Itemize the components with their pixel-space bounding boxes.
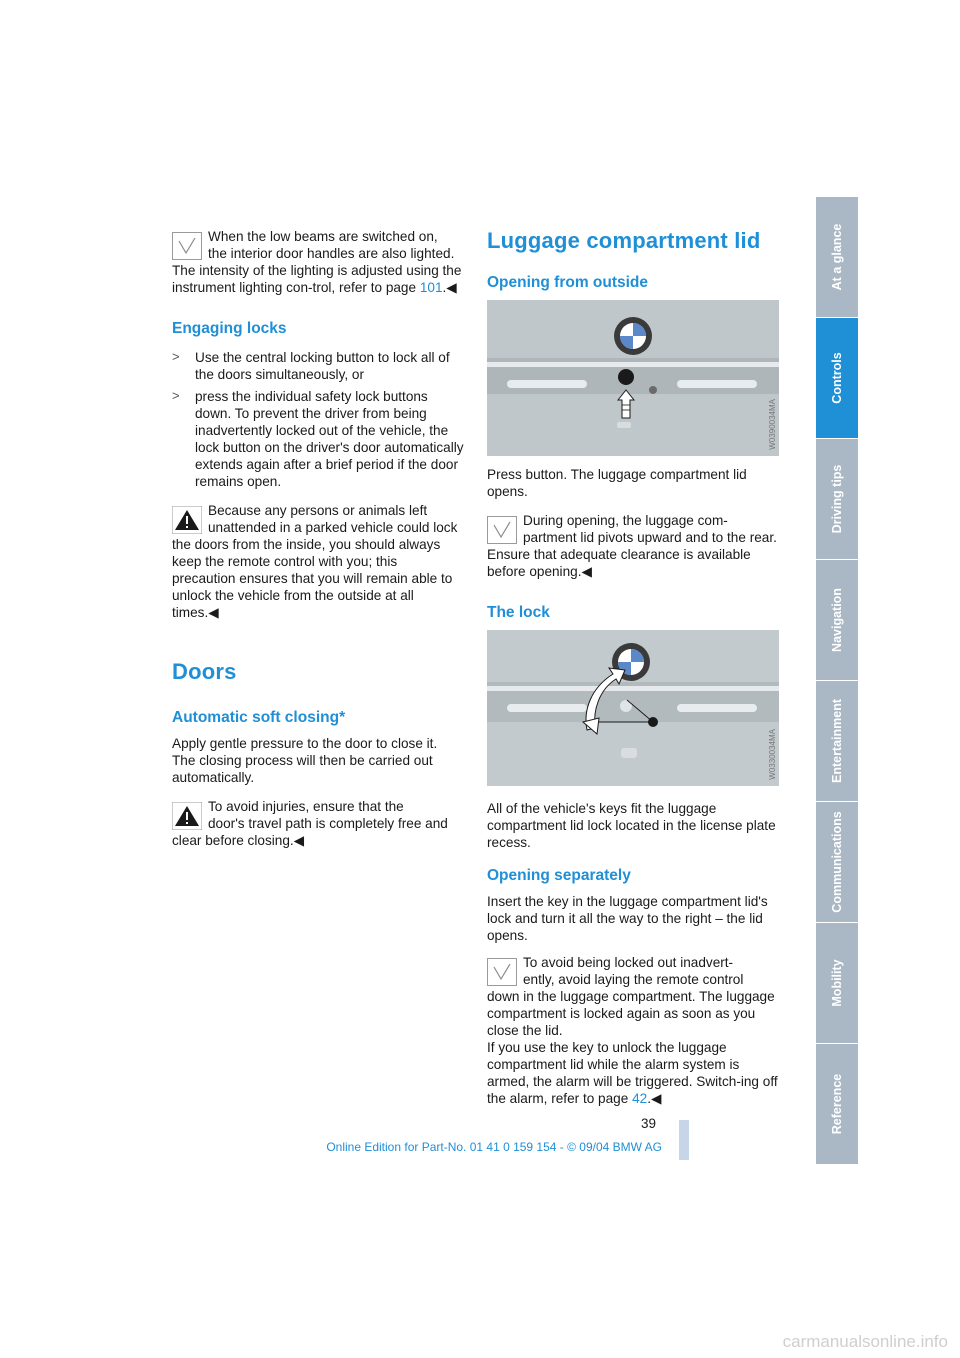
tab-label: Navigation [830, 588, 844, 652]
page-marker-bar [679, 1120, 689, 1160]
right-column [487, 228, 779, 1107]
warning-first-line: To avoid injuries, ensure that the [208, 799, 404, 814]
warning-note-locked-inside [172, 502, 464, 621]
tab-communications[interactable] [816, 802, 858, 922]
page-link-101[interactable]: 101 [419, 280, 443, 295]
note-first-line: During opening, the luggage com- [523, 513, 728, 528]
list-item [172, 388, 464, 490]
tab-mobility[interactable] [816, 923, 858, 1043]
note-check-icon [487, 516, 517, 544]
chapter-heading-doors: Doors [172, 659, 237, 684]
left-column [172, 228, 464, 849]
warning-note-injuries [172, 798, 464, 849]
tab-label: Communications [830, 811, 844, 913]
note-first-line: To avoid being locked out inadvert- [523, 955, 734, 970]
warning-first-line: Because any persons or animals left [208, 503, 428, 518]
lock-text: All of the vehicle's keys fit the luggage compartment lid lock located in the license plate recess. [487, 801, 776, 850]
section-heading-soft-closing: Automatic soft closing* [172, 709, 346, 726]
warning-text: door's travel path is completely free and clear before closing.◀ [172, 816, 448, 848]
soft-closing-text: Apply gentle pressure to the door to close it. The closing process will then be carried out automatically. [172, 736, 438, 785]
list-item [172, 349, 464, 383]
opening-separately-text: Insert the key in the luggage compartment lid's lock and turn it all the way to the right – the lid opens. [487, 894, 768, 943]
tab-navigation[interactable] [816, 560, 858, 680]
note-text: ently, avoid laying the remote control down in the luggage compartment. The luggage compartment is locked again as soon as you close the lid. [487, 972, 775, 1038]
section-heading-engaging-locks: Engaging locks [172, 320, 287, 337]
figure-id: W0330034MA [768, 729, 777, 780]
bmw-roundel-icon [614, 317, 652, 355]
note-check-icon [487, 958, 517, 986]
section-heading-opening-outside: Opening from outside [487, 274, 649, 291]
figure-trunk-button [487, 300, 779, 456]
note-text: the interior door handles are also lighted. The intensity of the lighting is adjusted using the instrument lighting con-trol, refer to page [172, 246, 462, 295]
info-note-lighting [172, 228, 464, 296]
footer-edition: Online Edition for Part-No. 01 41 0 159 154 - © 09/04 BMW AG [326, 1140, 662, 1154]
bullet-marker: > [172, 388, 180, 403]
tab-label: Controls [830, 352, 844, 404]
tab-label: Mobility [830, 959, 844, 1007]
tab-controls[interactable] [816, 318, 858, 438]
note-end: .◀ [647, 1091, 662, 1106]
warning-triangle-icon [172, 506, 202, 534]
bullet-marker: > [172, 349, 180, 364]
bullet-text: Use the central locking button to lock all of the doors simultaneously, or [195, 350, 450, 382]
section-heading-the-lock: The lock [487, 604, 550, 621]
warning-text: unattended in a parked vehicle could lock the doors from the inside, you should always keep the remote control with you; this precaution ensures that you will remain able to unlock the vehicle from the outside at all times.◀ [172, 520, 458, 620]
tab-label: Driving tips [830, 464, 844, 534]
section-heading-opening-separately: Opening separately [487, 867, 631, 884]
info-note-clearance [487, 512, 779, 580]
bullet-text: press the individual safety lock buttons down. To prevent the driver from being inadvertently locked out of the vehicle, the lock button on the driver's door automatically extends again after a brief period if the door remains open. [195, 389, 464, 489]
tab-reference[interactable] [816, 1044, 858, 1164]
page-number: 39 [641, 1116, 657, 1131]
chapter-tabs [816, 197, 858, 1165]
note-check-icon [172, 232, 202, 260]
warning-triangle-icon [172, 802, 202, 830]
tab-label: Entertainment [830, 698, 844, 784]
figure-id: W0390034MA [768, 399, 777, 450]
chapter-heading-luggage-lid: Luggage compartment lid [487, 228, 761, 253]
tab-label: Reference [830, 1073, 844, 1135]
note-end: .◀ [442, 280, 457, 295]
tab-at-a-glance[interactable] [816, 197, 858, 317]
note-first-line: When the low beams are switched on, [208, 229, 438, 244]
tab-label: At a glance [830, 223, 844, 291]
note-text: partment lid pivots upward and to the rear. Ensure that adequate clearance is available before opening.◀ [487, 530, 777, 579]
figure-trunk-lock [487, 630, 779, 786]
opening-outside-text: Press button. The luggage compartment lid opens. [487, 467, 747, 499]
page-link-42[interactable]: 42 [632, 1091, 648, 1106]
note-text-alarm: If you use the key to unlock the luggage compartment lid while the alarm system is armed, the alarm will be triggered. Switch-ing off the alarm, refer to page [487, 1040, 778, 1106]
site-watermark: carmanualsonline.info [782, 1332, 948, 1351]
tab-entertainment[interactable] [816, 681, 858, 801]
tab-driving-tips[interactable] [816, 439, 858, 559]
info-note-locked-out [487, 954, 779, 1107]
